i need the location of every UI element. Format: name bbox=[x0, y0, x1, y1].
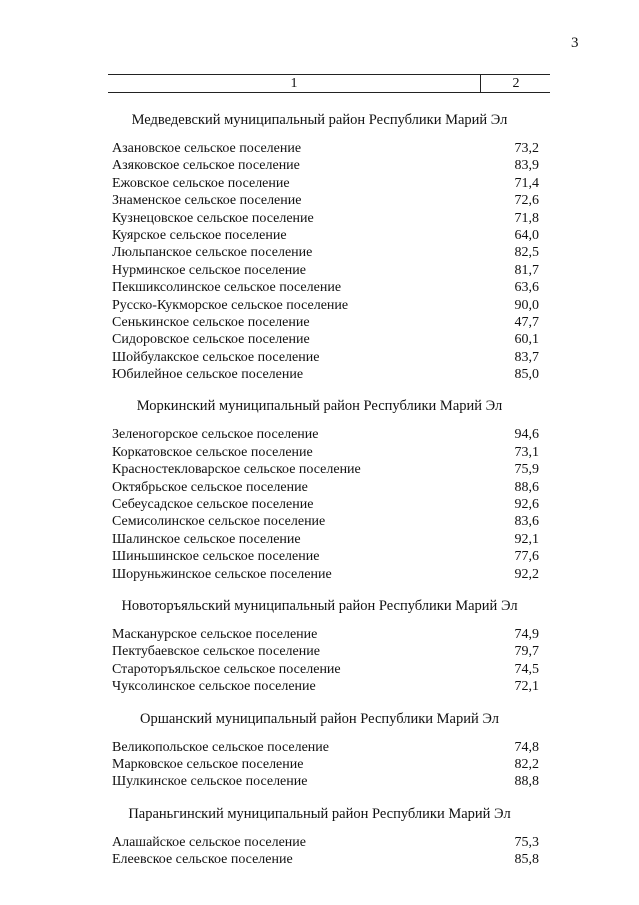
settlement-value: 75,3 bbox=[514, 834, 539, 850]
table-row bbox=[0, 834, 639, 851]
settlement-value: 88,6 bbox=[514, 479, 539, 495]
column-header-2: 2 bbox=[480, 75, 551, 92]
settlement-name: Октябрьское сельское поселение bbox=[112, 479, 308, 495]
settlement-name: Староторъяльское сельское поселение bbox=[112, 661, 341, 677]
settlement-name: Ежовское сельское поселение bbox=[112, 175, 290, 191]
settlement-name: Зеленогорское сельское поселение bbox=[112, 427, 319, 443]
settlement-name: Масканурское сельское поселение bbox=[112, 626, 318, 642]
settlement-name: Великопольское сельское поселение bbox=[112, 739, 329, 755]
settlement-value: 81,7 bbox=[514, 262, 539, 278]
district-section bbox=[0, 804, 639, 869]
settlement-value: 63,6 bbox=[514, 280, 539, 296]
settlement-value: 74,9 bbox=[514, 626, 539, 642]
settlement-name: Пектубаевское сельское поселение bbox=[112, 644, 320, 660]
settlement-value: 75,9 bbox=[514, 462, 539, 478]
settlement-value: 88,8 bbox=[514, 774, 539, 790]
section-gap bbox=[0, 791, 639, 804]
settlement-name: Красностекловарское сельское поселение bbox=[112, 462, 361, 478]
table-row bbox=[0, 739, 639, 756]
settlement-value: 64,0 bbox=[514, 227, 539, 243]
settlement-name: Сенькинское сельское поселение bbox=[112, 314, 310, 330]
settlement-value: 72,1 bbox=[514, 679, 539, 695]
settlement-name: Люльпанское сельское поселение bbox=[112, 245, 313, 261]
document-body bbox=[0, 110, 639, 869]
settlement-name: Азяковское сельское поселение bbox=[112, 158, 300, 174]
settlement-name: Чуксолинское сельское поселение bbox=[112, 679, 316, 695]
settlement-value: 92,1 bbox=[514, 531, 539, 547]
table-row bbox=[0, 175, 639, 192]
section-gap bbox=[0, 383, 639, 396]
table-row bbox=[0, 461, 639, 478]
settlement-value: 85,0 bbox=[514, 367, 539, 383]
district-title: Медведевский муниципальный район Республики Марий Эл bbox=[131, 112, 508, 128]
district-title: Моркинский муниципальный район Республики Марий Эл bbox=[136, 398, 503, 415]
table-row bbox=[0, 426, 639, 443]
settlement-value: 82,5 bbox=[514, 245, 539, 261]
settlement-value: 92,6 bbox=[514, 497, 539, 513]
settlement-value: 85,8 bbox=[514, 852, 539, 868]
table-row bbox=[0, 678, 639, 695]
table-row bbox=[0, 192, 639, 209]
settlement-value: 82,2 bbox=[514, 756, 539, 772]
table-row bbox=[0, 479, 639, 496]
settlement-name: Елеевское сельское поселение bbox=[112, 852, 293, 868]
settlement-name: Шойбулакское сельское поселение bbox=[112, 349, 320, 365]
table-row bbox=[0, 531, 639, 548]
settlement-value: 60,1 bbox=[514, 332, 539, 348]
settlement-value: 92,2 bbox=[514, 566, 539, 582]
page-number: 3 bbox=[571, 35, 579, 51]
settlement-value: 72,6 bbox=[514, 193, 539, 209]
table-row bbox=[0, 349, 639, 366]
settlement-name: Русско-Кукморское сельское поселение bbox=[112, 297, 349, 313]
settlement-name: Семисолинское сельское поселение bbox=[112, 514, 326, 530]
settlement-value: 74,5 bbox=[514, 661, 539, 677]
table-row bbox=[0, 626, 639, 643]
table-row bbox=[0, 140, 639, 157]
table-row bbox=[0, 566, 639, 583]
table-row bbox=[0, 262, 639, 279]
table-row bbox=[0, 643, 639, 660]
section-gap bbox=[0, 696, 639, 709]
settlement-name: Себеусадское сельское поселение bbox=[112, 497, 314, 513]
settlement-value: 71,8 bbox=[514, 210, 539, 226]
settlement-value: 79,7 bbox=[514, 644, 539, 660]
table-row bbox=[0, 244, 639, 261]
district-title: Оршанский муниципальный район Республики Марий Эл bbox=[139, 710, 500, 727]
table-row bbox=[0, 279, 639, 296]
settlement-value: 73,1 bbox=[514, 444, 539, 460]
settlement-name: Марковское сельское поселение bbox=[112, 756, 304, 772]
table-row bbox=[0, 444, 639, 461]
settlement-name: Алашайское сельское поселение bbox=[112, 834, 306, 850]
table-row bbox=[0, 366, 639, 383]
table-row bbox=[0, 513, 639, 530]
table-row bbox=[0, 756, 639, 773]
table-row bbox=[0, 297, 639, 314]
district-section bbox=[0, 596, 639, 696]
district-section bbox=[0, 110, 639, 383]
table-header bbox=[108, 74, 550, 93]
settlement-name: Куярское сельское поселение bbox=[112, 227, 287, 243]
settlement-value: 83,9 bbox=[514, 158, 539, 174]
table-row bbox=[0, 496, 639, 513]
settlement-value: 73,2 bbox=[514, 141, 539, 156]
settlement-value: 83,7 bbox=[514, 349, 539, 365]
settlement-name: Кузнецовское сельское поселение bbox=[112, 210, 314, 226]
table-row bbox=[0, 210, 639, 227]
table-row bbox=[0, 331, 639, 348]
table-row bbox=[0, 548, 639, 565]
table-row bbox=[0, 773, 639, 790]
table-row bbox=[0, 157, 639, 174]
table-row bbox=[0, 227, 639, 244]
table-row bbox=[0, 851, 639, 868]
settlement-value: 71,4 bbox=[514, 175, 539, 191]
district-title: Новоторъяльский муниципальный район Республики Марий Эл bbox=[121, 597, 518, 614]
settlement-name: Юбилейное сельское поселение bbox=[112, 367, 304, 383]
column-header-1: 1 bbox=[290, 76, 298, 91]
section-gap bbox=[0, 583, 639, 596]
settlement-name: Нурминское сельское поселение bbox=[112, 262, 306, 278]
settlement-name: Шиньшинское сельское поселение bbox=[112, 549, 320, 565]
settlement-name: Шоруньжинское сельское поселение bbox=[112, 566, 332, 582]
table-row bbox=[0, 314, 639, 331]
district-title: Параньгинский муниципальный район Республики Марий Эл bbox=[128, 805, 511, 822]
settlement-value: 47,7 bbox=[514, 314, 539, 330]
settlement-name: Сидоровское сельское поселение bbox=[112, 332, 310, 348]
settlement-name: Коркатовское сельское поселение bbox=[112, 444, 313, 460]
settlement-value: 83,6 bbox=[514, 514, 539, 530]
settlement-name: Азановское сельское поселение bbox=[112, 141, 302, 156]
district-section bbox=[0, 709, 639, 791]
settlement-value: 94,6 bbox=[514, 427, 539, 443]
table-row bbox=[0, 661, 639, 678]
settlement-name: Шалинское сельское поселение bbox=[112, 531, 301, 547]
settlement-name: Знаменское сельское поселение bbox=[112, 193, 302, 209]
settlement-name: Шулкинское сельское поселение bbox=[112, 774, 308, 790]
settlement-value: 74,8 bbox=[514, 739, 539, 755]
settlement-value: 90,0 bbox=[514, 297, 539, 313]
settlement-name: Пекшиксолинское сельское поселение bbox=[112, 280, 342, 296]
district-section bbox=[0, 396, 639, 583]
settlement-value: 77,6 bbox=[514, 549, 539, 565]
